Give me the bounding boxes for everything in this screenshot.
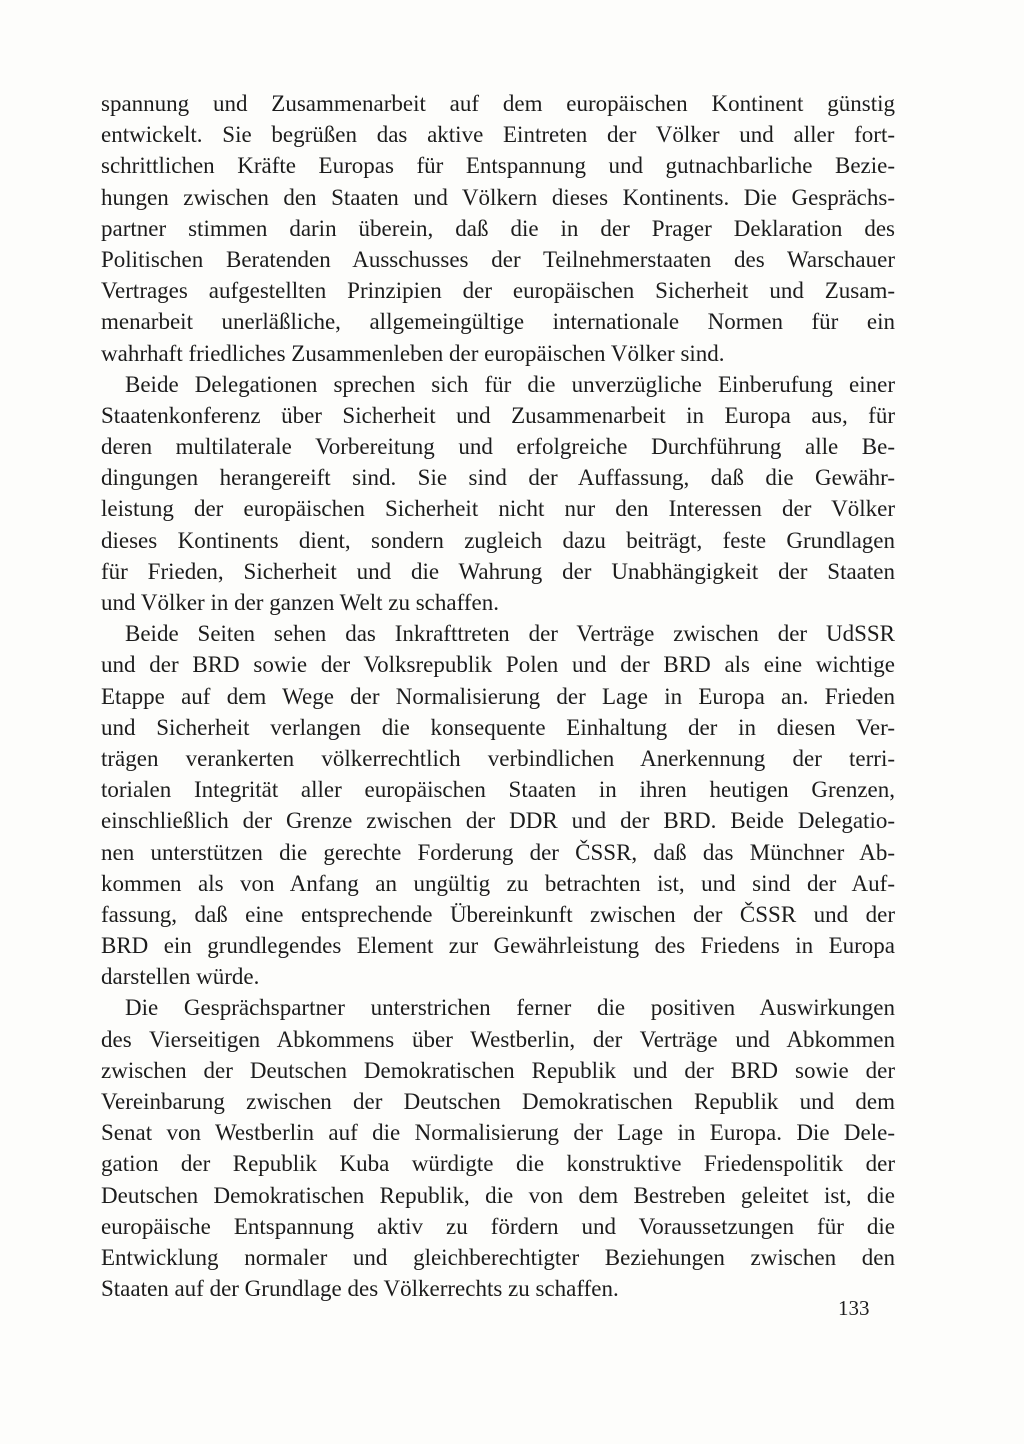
text-line: einschließlich der Grenze zwischen der DDR und der BRD. Beide Delegatio- xyxy=(101,808,895,834)
paragraph xyxy=(101,992,895,1304)
text-line: leistung der europäischen Sicherheit nicht nur den Interessen der Völker xyxy=(101,496,895,522)
paragraph xyxy=(101,618,895,992)
text-line: und der BRD sowie der Volksrepublik Polen und der BRD als eine wichtige xyxy=(101,652,895,678)
text-line: spannung und Zusammenarbeit auf dem europäischen Kontinent günstig xyxy=(101,91,895,116)
text-line: gation der Republik Kuba würdigte die konstruktive Friedenspolitik der xyxy=(101,1151,895,1177)
text-line: zwischen der Deutschen Demokratischen Republik und der BRD sowie der xyxy=(101,1057,895,1083)
text-line: Vertrages aufgestellten Prinzipien der europäischen Sicherheit und Zusam- xyxy=(101,278,895,304)
text-line: für Frieden, Sicherheit und die Wahrung der Unabhängigkeit der Staaten xyxy=(101,558,895,584)
text-line: dingungen herangereift sind. Sie sind der Auffassung, daß die Gewähr- xyxy=(101,465,895,491)
text-line: menarbeit unerläßliche, allgemeingültige internationale Normen für ein xyxy=(101,309,895,335)
text-line: schrittlichen Kräfte Europas für Entspannung und gutnachbarliche Bezie- xyxy=(101,153,895,179)
text-line: Senat von Westberlin auf die Normalisierung der Lage in Europa. Die Dele- xyxy=(101,1120,895,1146)
text-line: Entwicklung normaler und gleichberechtigter Beziehungen zwischen den xyxy=(101,1244,895,1270)
text-line: partner stimmen darin überein, daß die in der Prager Deklaration des xyxy=(101,215,895,241)
text-line: torialen Integrität aller europäischen Staaten in ihren heutigen Grenzen, xyxy=(101,777,895,803)
body-text xyxy=(101,88,895,1304)
text-line: wahrhaft friedliches Zusammenleben der europäischen Völker sind. xyxy=(101,340,725,366)
text-line: trägen verankerten völkerrechtlich verbindlichen Anerkennung der terri- xyxy=(101,745,895,771)
text-line: dieses Kontinents dient, sondern zugleich dazu beiträgt, feste Grundlagen xyxy=(101,527,895,553)
text-line: Beide Seiten sehen das Inkrafttreten der Verträge zwischen der UdSSR xyxy=(125,621,895,647)
text-line: fassung, daß eine entsprechende Übereinkunft zwischen der ČSSR und der xyxy=(101,901,895,927)
text-line: nen unterstützen die gerechte Forderung der ČSSR, daß das Münchner Ab- xyxy=(101,839,895,865)
text-line: Staatenkonferenz über Sicherheit und Zusammenarbeit in Europa aus, für xyxy=(101,402,895,428)
text-line: entwickelt. Sie begrüßen das aktive Eintreten der Völker und aller fort- xyxy=(101,122,895,148)
text-line: und Völker in der ganzen Welt zu schaffen. xyxy=(101,590,499,615)
text-line: des Vierseitigen Abkommens über Westberlin, der Verträge und Abkommen xyxy=(101,1026,895,1052)
text-line: Vereinbarung zwischen der Deutschen Demokratischen Republik und dem xyxy=(101,1089,895,1114)
text-line: europäische Entspannung aktiv zu fördern und Voraussetzungen für die xyxy=(101,1213,895,1239)
text-line: Deutschen Demokratischen Republik, die von dem Bestreben geleitet ist, die xyxy=(101,1182,895,1208)
paragraph xyxy=(101,88,895,369)
text-line: kommen als von Anfang an ungültig zu betrachten ist, und sind der Auf- xyxy=(101,870,895,896)
text-line: darstellen würde. xyxy=(101,964,260,990)
text-line: und Sicherheit verlangen die konsequente Einhaltung der in diesen Ver- xyxy=(101,714,895,740)
text-line: Die Gesprächspartner unterstrichen ferner die positiven Auswirkungen xyxy=(125,995,895,1021)
text-line: BRD ein grundlegendes Element zur Gewährleistung des Friedens in Europa xyxy=(101,933,895,959)
page-number: 133 xyxy=(838,1296,870,1320)
text-line: Staaten auf der Grundlage des Völkerrechts zu schaffen. xyxy=(101,1276,619,1302)
text-line: hungen zwischen den Staaten und Völkern dieses Kontinents. Die Gesprächs- xyxy=(101,184,895,210)
text-line: Etappe auf dem Wege der Normalisierung der Lage in Europa an. Frieden xyxy=(101,683,895,709)
text-line: Beide Delegationen sprechen sich für die unverzügliche Einberufung einer xyxy=(125,371,895,397)
paragraph xyxy=(101,369,895,619)
text-line: Politischen Beratenden Ausschusses der Teilnehmerstaaten des Warschauer xyxy=(101,246,895,272)
text-line: deren multilaterale Vorbereitung und erfolgreiche Durchführung alle Be- xyxy=(101,434,895,460)
